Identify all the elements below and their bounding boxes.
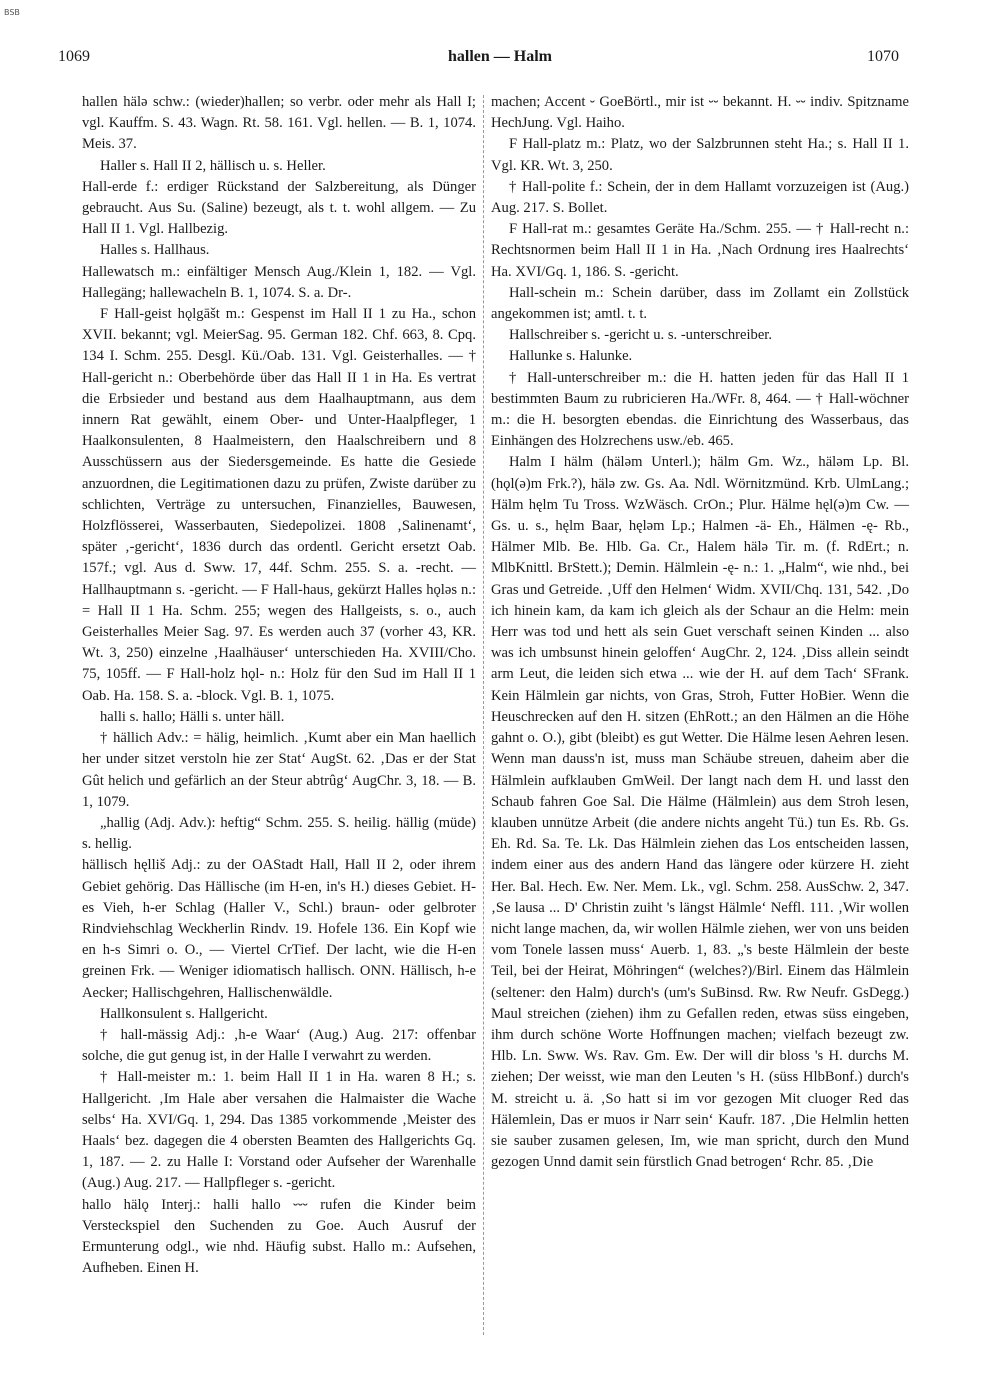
entry: F Hall-rat m.: gesamtes Geräte Ha./Schm. 255. — † Hall-recht n.: Rechtsnormen beim Hall II 1 in Ha. ‚Nach Ordnung ires Haalrechts‘ Ha. XVI/Gq. 1, 186. S. -gericht. [491,221,909,280]
entry: Hallewatsch m.: einfältiger Mensch Aug./Klein 1, 182. — Vgl. Hallegäng; hallewacheln B. 1, 1074. S. a. Dr-. [82,263,476,301]
entry: † Hall-meister m.: 1. beim Hall II 1 in Ha. waren 8 H.; s. Hallgericht. ‚Im Hale aber versahen die Halmaister die Wache selbs‘ Ha. XVI/Gq. 1, 294. Das 1385 vorkommende ‚Meister des Haals‘ bez. dagegen die 4 obersten Beamten des Hallgerichts Gq. 1, 187. — 2. zu Halle I: Vorstand oder Aufseher der Warenhalle (Aug.) Aug. 217. — Hallpfleger s. -gericht. [82,1069,476,1192]
entry: Haller s. Hall II 2, hällisch u. s. Heller. [100,157,326,174]
entry: F Hall-geist hǫlgāšt m.: Gespenst im Hall II 1 zu Ha., schon XVII. bekannt; vgl. MeierSag. 95. German 182. Chf. 663, 8. Cpq. 134 I. Schm. 255. Desgl. Kü./Oab. 131. Vgl. Geisterhalles. — † Hall-gericht n.: Oberbehörde über das Hall II 1 in Ha. Es vertrat die Erbsieder und bestand aus dem Haalhauptmann, aus dem innern Rat gewählt, einem Ober- und Unter-Haalpfleger, 1 Haalkonsulenten, 8 Haalmeistern, den Haalschreibern und 8 Ausschüssern aus der Siedersgemeinde. Es hatte die Gesiede anzuordnen, die Legitimationen dazu zu prüfen, Zwiste darüber zu schlichten, Verträge zu untersuchen, Finanzielles, Bauwesen, Holzflösserei, Wasserbauten, Siedepolizei. 1808 ‚Salinenamt‘, später ‚-gericht‘, 1836 durch das ordentl. Gericht ersetzt Oab. 157f.; vgl. Aus d. Sww. 17, 44f. Schm. 255. S. a. -recht. — Hallhauptmann s. -gericht. — F Hall-haus, gekürzt Halles hǫləs n.: = Hall II 1 Ha. Schm. 255; wegen des Hallgeists, s. o., auch Geisterhalles Meier Sag. 97. Es werden auch 37 (vorher 43, KR. Wt. 3, 250) einzelne ‚Haalhäuser‘ unterschieden Ha. XVIII/Cho. 75, 105ff. — F Hall-holz hǫl- n.: Holz für den Sud im Hall II 1 Oab. Ha. 158. S. a. -block. Vgl. B. 1, 1075. [82,306,476,704]
library-stamp: BSB [4,8,20,17]
column-divider [483,95,484,1335]
entry: Hallkonsulent s. Hallgericht. [100,1005,268,1022]
entry: † Hall-unterschreiber m.: die H. hatten jeden für das Hall II 1 bestimmten Baum zu rubricieren Ha./WFr. 8, 464. — † Hall-wöchner m.: die H. besorgten ebendas. die Einrichtung des Wasserbaus, das Einhängen des Holzrechens usw./eb. 465. [491,369,909,450]
entry: halli s. hallo; Hälli s. unter häll. [100,708,285,725]
entry: Halm I hälm (häləm Unterl.); hälm Gm. Wz., häləm Lp. Bl. (hǫl(ə)m Frk.?), hälə zw. Gs. Aa. Ndl. Wörnitzmünd. Krb. UlmLang.; Hälm hęlm Tu Tross. WzWäsch. CrOn.; Plur. Hälme hęl(ə)m Cw. —Gs. u. s., hęlm Baar, hęləm Lp.; Halmen -ä- Eh., Hälmen -ę- Rb., Hälmer Mlb. Be. Hlb. Ga. Cr., Halem hälə Tir. m. (f. RdErt.; n. MlbKnittl. BrStett.); Demin. Hälmlein -ę- n.: 1. „Halm“, wie nhd., bei Gras und Getreide. ‚Uff den Helmen‘ Widm. XVII/Chq. 131, 542. ‚Do ich hinein kam, da kam ich gleich als der Schaur an die Helm: mein Herr was tod und hett als sein Guet verschaft seinen Kinden ... also was ich umbsunst hinein geloffen‘ AugChr. 2, 124. ‚Diss allein seindt arm Leut, die leiden sich etwa ... wie der H. auf dem Tach‘ SFrank. Kein Hälmlein gar nichts, von Gras, Stroh, Futter HoBier. Wenn die Heuschrecken auf den H. sitzen (EhRott.; an den Hälmen an die Höhe gahnt o. O.), gibt (bleibt) es gut Wetter. Die Hälme lesen Aehren lesen. Wenn man dauss'n ist, muss man Schäube streuen, daheim aber die Hälmlein aufklauben GmWeil. Der langt nach dem H. und lasst den Schaub fahren Goe Sal. Die Hälme (Hälmlein) aus dem Stroh lesen, klauben unnütze Arbeit (die andere nichts angeht Tü.) tun Es. Rb. Gs. Eh. Rd. Sa. Te. Lk. Das Hälmlein ziehen das Los entscheiden lassen, indem einer aus des andern Hand das längere oder kürzere H. zieht Her. Bal. Hech. Ew. Ner. Mem. Lk., vgl. Schm. 258. AusSchw. 2, 347. ‚Se lausa ... D' Christin zuiht 's längst Hälmle‘ Neffl. 111. ‚Wir wollen nicht lange machen, da, wir wollen Hälmle ziehen, wer von uns beiden vom Tonele lassen muss‘ Auerb. 1, 83. „'s beste Hälmlein der beste Teil, bei der Heirat, Möhringen“ (welches?)/Birl. Einem das Hälmlein (seltener: den Halm) durch's (um's SuBinsd. Rw. Rw Neufr. GsDegg.) Maul streichen (ziehen) ihm zu Gefallen reden, etwas süss eingeben, ihm durch schöne Worte Hoffnungen machen; vielfach bezeugt zw. Hlb. Ln. Sww. Ws. Rav. Gm. Ew. Der will dir bloss 's H. durchs M. ziehen; Der weisst, wie man den Leuten 's H. (süss HlbBonf.) durch's M. streicht u. ä. ‚So hatt si im vor gezogen Mit cluoger Red das Hälemlein, Das er muos ir Narr sein‘ Kaufr. 187. ‚Die Helmlin hetten sie sauber zusamen gelesen, Im, wie man spricht, durch den Mund gezogen Unnd damit sein fürstlich Gnad betrogen‘ Rchr. 85. ‚Die [491,454,909,1171]
entry: hällisch hęlliš Adj.: zu der OAStadt Hall, Hall II 2, oder ihrem Gebiet gehörig. Das Hällische (im H-en, in's H.) dieses Gebiet. H-es Vieh, h-er Schlag (Haller V., Schl.) braun- oder gelbroter Rindviehschlag Weckherlin Rindv. 19. Hofele 136. Ein Kopf wie en h-s Simri o. O., — Viertel CrTief. Der lacht, wie die H-en greinen Frk. — Weniger idiomatisch hallisch. ONN. Hällisch, h-e Aecker; Hallischgehren, Hallischenwäldle. [82,857,476,1001]
running-title: hallen — Halm [447,48,552,65]
entry: Hall-erde f.: erdiger Rückstand der Salzbereitung, als Dünger gebraucht. Aus Su. (Saline) bezeugt, als t. t. wohl allgem. — Zu Hall II 1. Vgl. Hallbezig. [82,178,476,238]
entry: Hallschreiber s. -gericht u. s. -unterschreiber. [509,327,772,344]
entry: † hall-mässig Adj.: ‚h-e Waar‘ (Aug.) Aug. 217: offenbar solche, die gut genug ist, in der Halle I verwahrt zu werden. [82,1026,476,1065]
entry: † hällich Adv.: = hälig, heimlich. ‚Kumt aber ein Man haellich her under sitzet verstoln hie zer Stat‘ AugSt. 62. ‚Das er der Stat Gût helich und gefärlich an der Steur abtrûg‘ AugChr. 3, 18. — B. 1, 1079. [82,730,476,810]
entry: † Hall-polite f.: Schein, der in dem Hallamt vorzuzeigen ist (Aug.) Aug. 217. S. Bollet. [491,178,909,217]
entry: machen; Accent ⏑ GoeBörtl., mir ist ⏑⏑ bekannt. H. ⏑⏑ indiv. Spitzname HechJung. Vgl. Haiho. [491,94,909,132]
entry: Hall-schein m.: Schein darüber, dass im Zollamt ein Zollstück angekommen ist; amtl. t. t. [491,284,909,323]
left-column [82,92,476,1279]
entry: Hallunke s. Halunke. [509,348,633,365]
entry: „hallig (Adj. Adv.): heftig“ Schm. 255. S. heilig. hällig (müde) s. hellig. [82,814,476,853]
right-column [491,92,909,1173]
entry: hallo hälǫ Interj.: halli hallo ⏑⏑⏑ rufen die Kinder beim Versteckspiel den Suchenden zu Goe. Auch Ausruf der Ermunterung odgl., wie nhd. Häufig subst. Hallo m.: Aufsehen, Aufheben. Einen H. [82,1196,476,1277]
entry: hallen hälə schw.: (wieder)hallen; so verbr. oder mehr als Hall I; vgl. Kauffm. S. 43. Wagn. Rt. 58. 161. Vgl. hellen. — B. 1, 1074. Meis. 37. [82,94,476,153]
entry: F Hall-platz m.: Platz, wo der Salzbrunnen steht Ha.; s. Hall II 1. Vgl. KR. Wt. 3, 250. [491,136,909,174]
page-number-left: 1069 [58,48,90,65]
entry: Halles s. Hallhaus. [100,242,210,259]
page-number-right: 1070 [867,48,899,65]
